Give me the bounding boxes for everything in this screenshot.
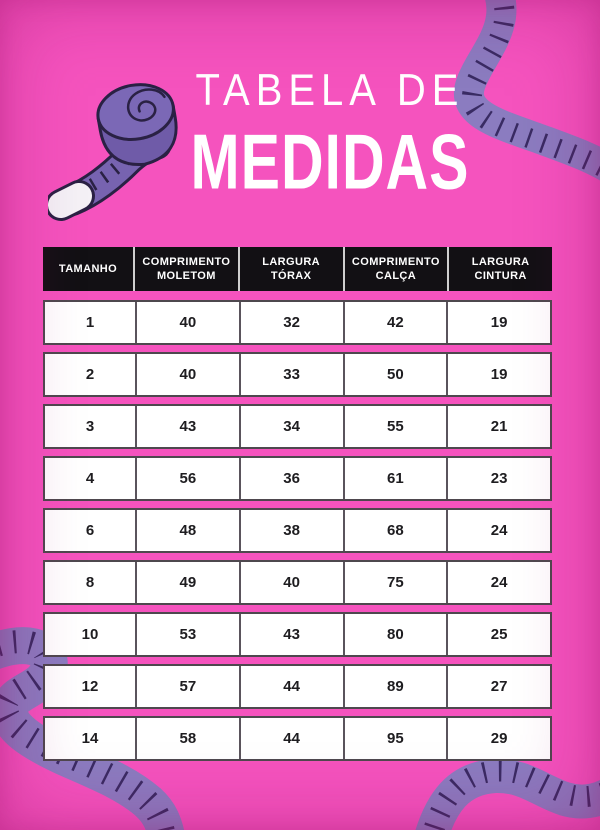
table-cell: 68 xyxy=(345,510,447,551)
table-cell: 21 xyxy=(448,406,550,447)
table-cell: 43 xyxy=(241,614,343,655)
table-cell: 19 xyxy=(448,354,550,395)
table-cell: 58 xyxy=(137,718,239,759)
table-cell: 40 xyxy=(241,562,343,603)
table-cell: 48 xyxy=(137,510,239,551)
table-cell: 43 xyxy=(137,406,239,447)
table-cell: 89 xyxy=(345,666,447,707)
table-cell: 95 xyxy=(345,718,447,759)
table-row xyxy=(43,300,552,345)
wavy-tape-top-right-icon xyxy=(469,0,600,177)
table-row xyxy=(43,456,552,501)
table-cell: 12 xyxy=(45,666,135,707)
table-cell: 3 xyxy=(45,406,135,447)
table-cell: 55 xyxy=(345,406,447,447)
table-cell: 50 xyxy=(345,354,447,395)
table-row xyxy=(43,716,552,761)
wavy-tape-bottom-right-icon xyxy=(428,771,600,830)
table-cell: 49 xyxy=(137,562,239,603)
table-cell: 80 xyxy=(345,614,447,655)
table-cell: 61 xyxy=(345,458,447,499)
table-cell: 56 xyxy=(137,458,239,499)
title-line2: MEDIDAS xyxy=(190,118,470,206)
table-row xyxy=(43,404,552,449)
table-row xyxy=(43,508,552,553)
table-cell: 2 xyxy=(45,354,135,395)
table-row xyxy=(43,352,552,397)
table-cell: 38 xyxy=(241,510,343,551)
table-cell: 10 xyxy=(45,614,135,655)
table-cell: 44 xyxy=(241,666,343,707)
table-cell: 75 xyxy=(345,562,447,603)
column-header-tamanho: TAMANHO xyxy=(43,247,133,291)
table-cell: 40 xyxy=(137,302,239,343)
table-cell: 6 xyxy=(45,510,135,551)
page-title xyxy=(175,66,485,206)
table-cell: 36 xyxy=(241,458,343,499)
table-cell: 42 xyxy=(345,302,447,343)
table-cell: 8 xyxy=(45,562,135,603)
column-header-largura-cintura: LARGURA CINTURA xyxy=(449,247,552,291)
column-header-largura-torax: LARGURA TÓRAX xyxy=(240,247,343,291)
table-cell: 27 xyxy=(448,666,550,707)
table-cell: 25 xyxy=(448,614,550,655)
table-cell: 1 xyxy=(45,302,135,343)
column-header-comprimento-moletom: COMPRIMENTO MOLETOM xyxy=(135,247,238,291)
table-row xyxy=(43,612,552,657)
table-row xyxy=(43,664,552,709)
table-row xyxy=(43,560,552,605)
table-cell: 34 xyxy=(241,406,343,447)
table-cell: 44 xyxy=(241,718,343,759)
table-cell: 29 xyxy=(448,718,550,759)
table-cell: 24 xyxy=(448,562,550,603)
table-cell: 4 xyxy=(45,458,135,499)
table-cell: 24 xyxy=(448,510,550,551)
table-cell: 32 xyxy=(241,302,343,343)
table-cell: 57 xyxy=(137,666,239,707)
size-table xyxy=(43,247,552,768)
column-header-comprimento-calca: COMPRIMENTO CALÇA xyxy=(345,247,448,291)
title-line1: TABELA DE xyxy=(195,66,465,116)
table-cell: 14 xyxy=(45,718,135,759)
table-header-row xyxy=(43,247,552,291)
table-cell: 23 xyxy=(448,458,550,499)
table-cell: 33 xyxy=(241,354,343,395)
table-cell: 53 xyxy=(137,614,239,655)
table-cell: 19 xyxy=(448,302,550,343)
table-cell: 40 xyxy=(137,354,239,395)
